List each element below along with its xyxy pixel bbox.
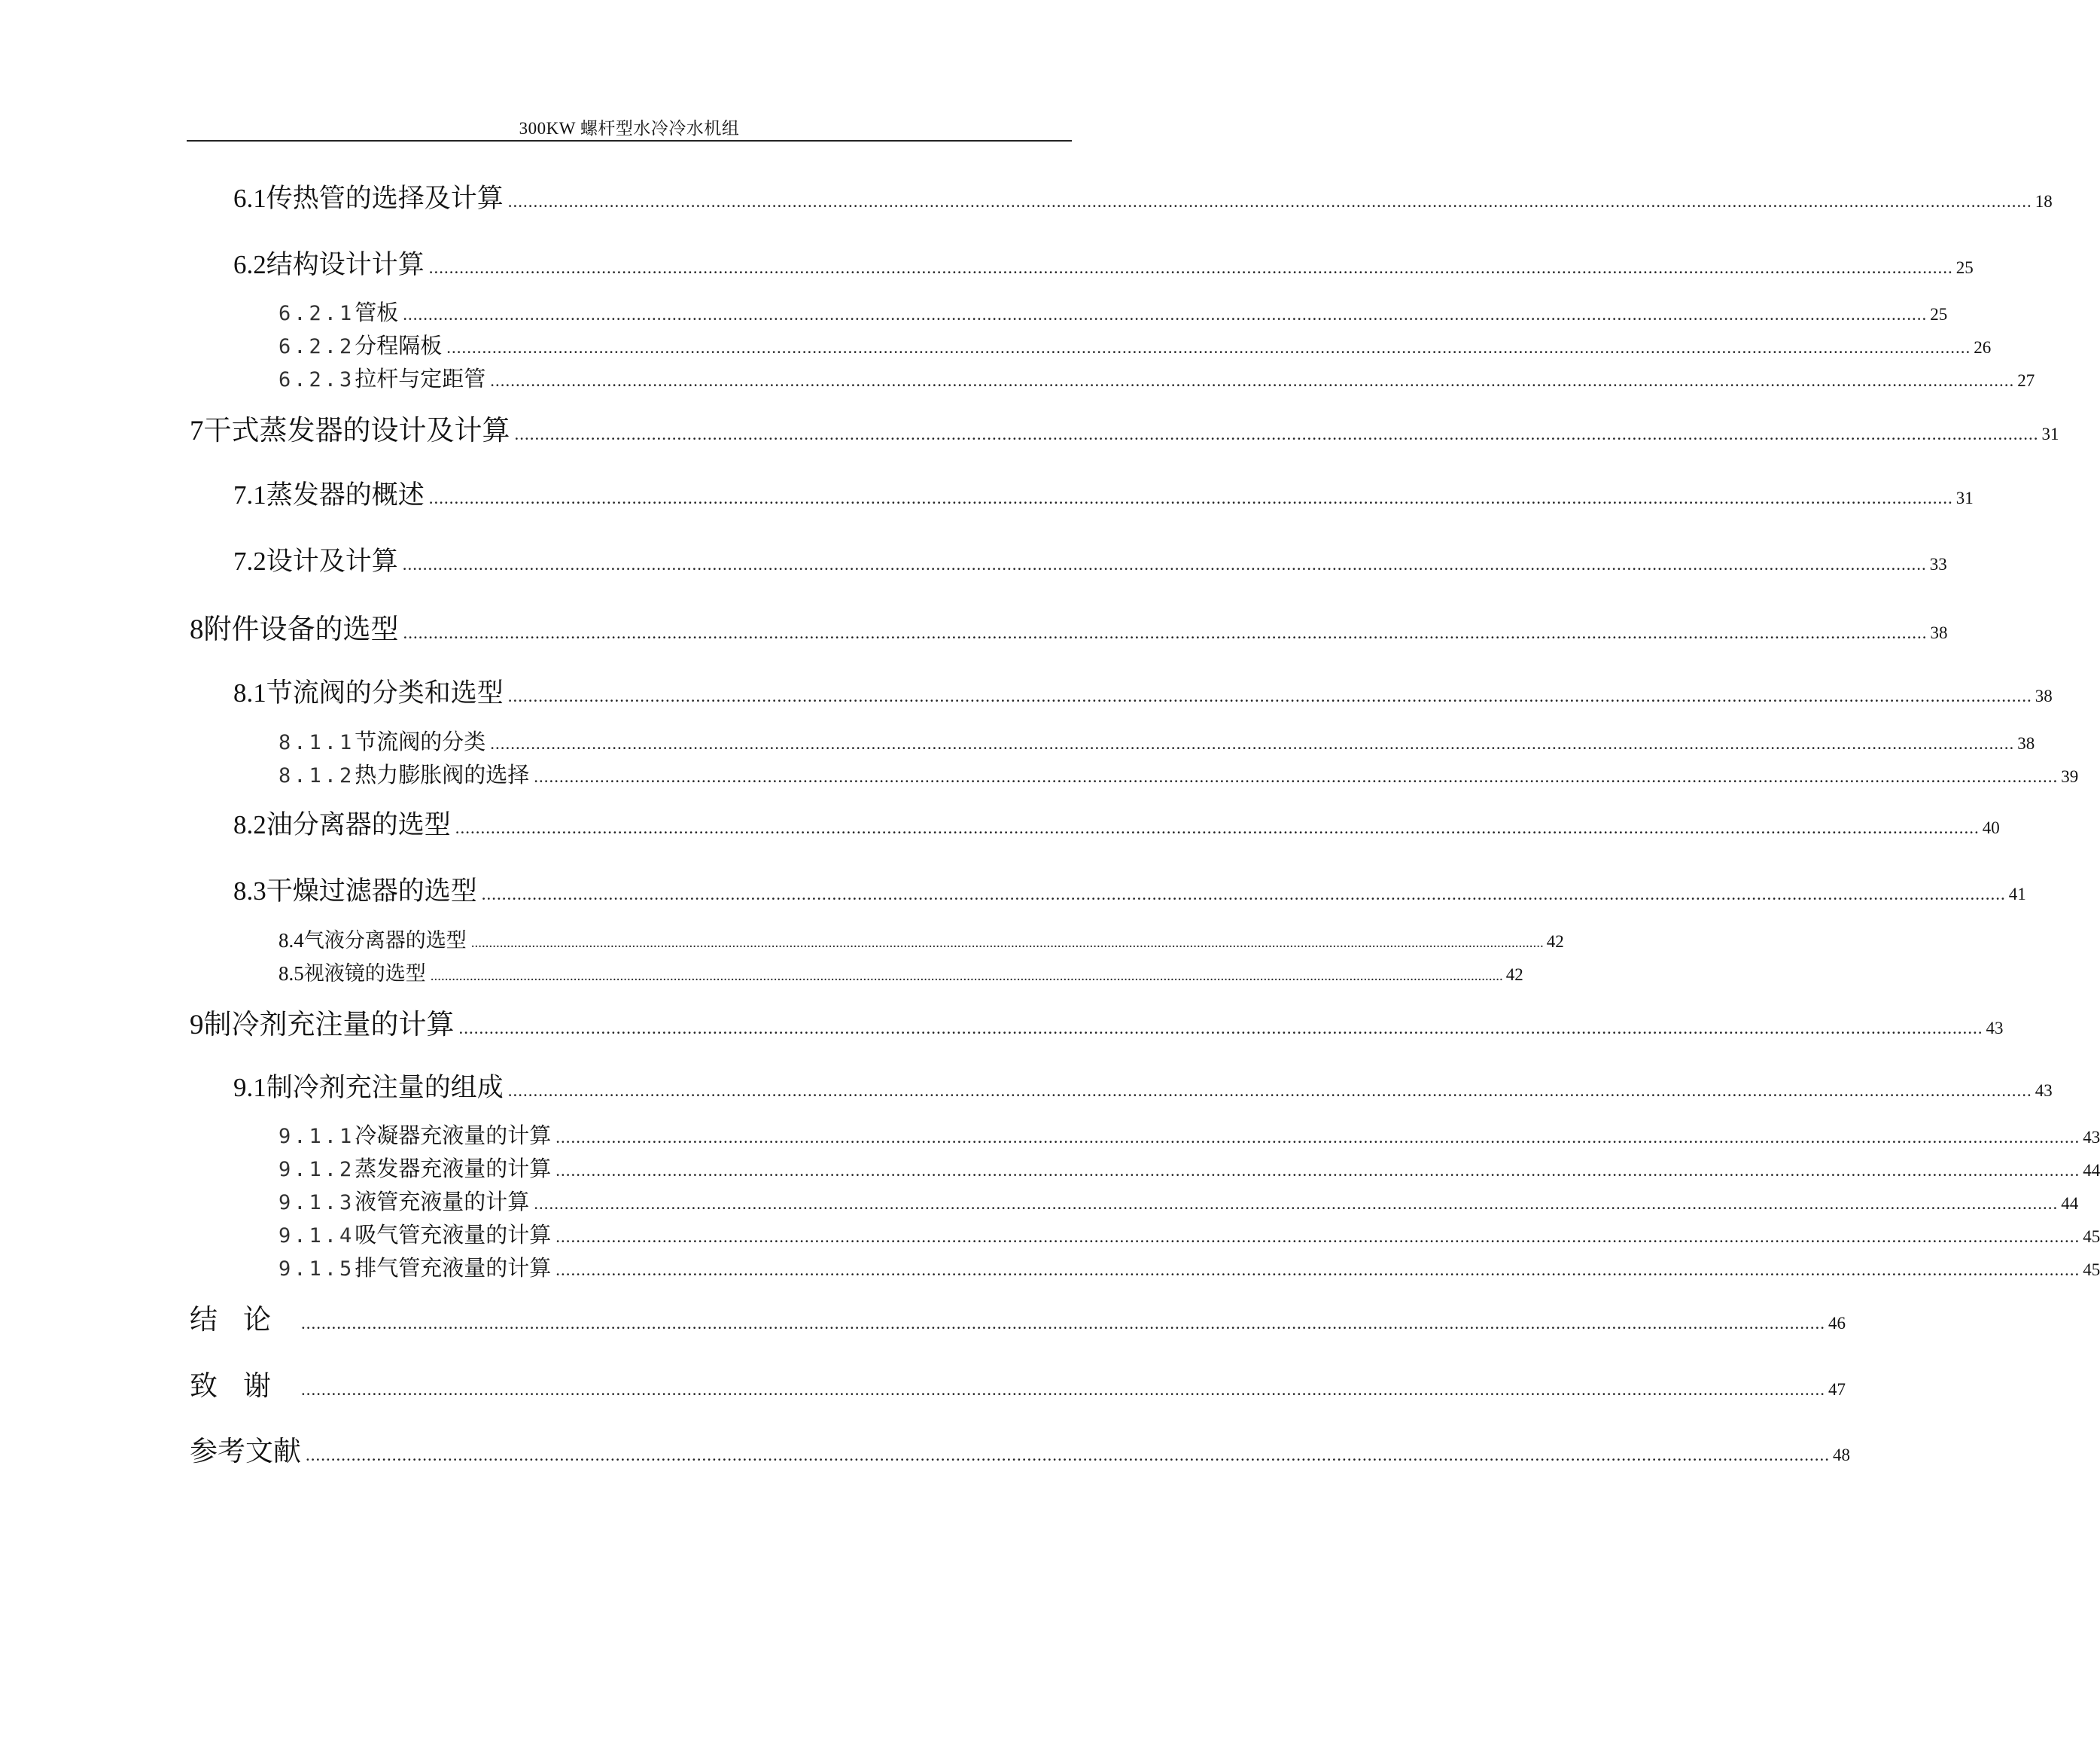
toc-number: 6.1 — [233, 184, 266, 213]
toc-page: 42 — [1505, 965, 1523, 984]
toc-leader: ............................................................................................................................................................................................................................................................................................................ — [507, 1081, 2032, 1100]
toc-page: 38 — [2035, 687, 2053, 705]
toc-title: 拉杆与定距管 — [355, 366, 486, 392]
toc-number: 7.1 — [233, 480, 266, 510]
toc-title: 附件设备的选型 — [203, 613, 399, 645]
toc-number: 8.5 — [278, 962, 304, 985]
toc-number: 6.2.1 — [278, 302, 355, 325]
toc-leader: ............................................................................................................................................................................................................................................................................................................ — [534, 767, 2059, 786]
toc-entry-8-2[interactable] — [233, 804, 2000, 842]
toc-page: 38 — [2017, 734, 2035, 753]
toc-page: 44 — [2061, 1194, 2079, 1213]
toc-leader: ............................................................................................................................................................................................................................................................................................................ — [555, 1128, 2080, 1147]
toc-title: 热力膨胀阀的选择 — [355, 762, 530, 788]
toc-title: 传热管的选择及计算 — [266, 184, 504, 214]
toc-number: 7 — [190, 416, 204, 446]
toc-leader: ............................................................................................................................................................................................................................................................................................................ — [301, 1314, 1825, 1333]
toc-page: 43 — [2083, 1128, 2100, 1147]
toc-leader: ............................................................................................................................................................................................................................................................................................................ — [430, 968, 1503, 984]
toc-number: 9.1.4 — [278, 1224, 355, 1248]
toc-entry-9-1-3[interactable] — [278, 1185, 2079, 1216]
toc-page: 43 — [1986, 1019, 2004, 1037]
toc-page: 44 — [2083, 1161, 2100, 1180]
toc-page: 26 — [1974, 338, 1992, 357]
toc-number: 6.2.2 — [278, 335, 355, 358]
toc-page: 31 — [2041, 425, 2059, 443]
toc-entry-7[interactable] — [190, 407, 2059, 448]
toc-number: 7.2 — [233, 547, 266, 576]
toc-title: 制冷剂充注量的组成 — [266, 1073, 504, 1103]
toc-page: 43 — [2035, 1081, 2053, 1100]
toc-leader: ............................................................................................................................................................................................................................................................................................................ — [403, 623, 1928, 642]
toc-page: 41 — [2008, 885, 2026, 903]
toc-leader: ............................................................................................................................................................................................................................................................................................................ — [555, 1161, 2080, 1180]
toc-entry-conclusion[interactable] — [190, 1296, 1846, 1337]
toc-entry-acknowledgement[interactable] — [190, 1363, 1846, 1403]
toc-leader: ............................................................................................................................................................................................................................................................................................................ — [507, 192, 2032, 211]
toc-title: 冷凝器充液量的计算 — [355, 1123, 552, 1148]
toc-page: 46 — [1828, 1314, 1846, 1333]
toc-page: 45 — [2083, 1260, 2100, 1279]
toc-title: 致谢 — [190, 1369, 297, 1402]
toc-number: 8.2 — [233, 810, 266, 839]
toc-leader: ............................................................................................................................................................................................................................................................................................................ — [458, 1019, 1983, 1037]
toc-title: 节流阀的分类和选型 — [266, 678, 504, 708]
toc-title: 分程隔板 — [355, 333, 443, 358]
toc-entry-9-1-1[interactable] — [278, 1119, 2100, 1150]
toc-page: 25 — [1930, 305, 1948, 324]
toc-leader: ............................................................................................................................................................................................................................................................................................................ — [481, 885, 2006, 903]
toc-number: 9.1.2 — [278, 1158, 355, 1181]
toc-entry-6-2[interactable] — [233, 244, 1974, 282]
toc-number: 8.1.2 — [278, 764, 355, 788]
toc-entry-7-1[interactable] — [233, 474, 1974, 512]
toc-title: 参考文献 — [190, 1435, 301, 1467]
toc-leader: ............................................................................................................................................................................................................................................................................................................ — [301, 1380, 1825, 1399]
toc-leader: ............................................................................................................................................................................................................................................................................................................ — [514, 425, 2039, 443]
toc-number: 9.1.1 — [278, 1125, 355, 1148]
toc-entry-6-2-3[interactable] — [278, 362, 2035, 393]
toc-entry-8[interactable] — [190, 606, 1948, 647]
toc-leader: ............................................................................................................................................................................................................................................................................................................ — [403, 305, 1928, 324]
toc-title: 蒸发器的概述 — [266, 480, 425, 510]
toc-leader: ............................................................................................................................................................................................................................................................................................................ — [306, 1446, 1830, 1464]
toc-page: 31 — [1955, 489, 1974, 507]
toc-title: 干燥过滤器的选型 — [266, 876, 477, 906]
toc-title: 结构设计计算 — [266, 250, 425, 280]
toc-page: 39 — [2061, 767, 2079, 786]
toc-title: 吸气管充液量的计算 — [355, 1222, 552, 1248]
toc-leader: ............................................................................................................................................................................................................................................................................................................ — [428, 489, 1953, 507]
toc-number: 8 — [190, 614, 204, 645]
toc-title: 排气管充液量的计算 — [355, 1255, 552, 1281]
toc-leader: ............................................................................................................................................................................................................................................................................................................ — [402, 555, 1927, 574]
toc-leader: ............................................................................................................................................................................................................................................................................................................ — [455, 818, 1980, 837]
toc-title: 油分离器的选型 — [266, 810, 451, 840]
toc-entry-8-1-2[interactable] — [278, 758, 2079, 789]
toc-number: 9.1.3 — [278, 1191, 355, 1214]
toc-entry-6-2-2[interactable] — [278, 329, 1992, 360]
toc-page: 47 — [1828, 1380, 1846, 1399]
toc-number: 9.1.5 — [278, 1257, 355, 1281]
toc-leader: ............................................................................................................................................................................................................................................................................................................ — [555, 1227, 2080, 1246]
toc-title: 节流阀的分类 — [355, 729, 486, 754]
toc-number: 9.1 — [233, 1073, 266, 1102]
toc-leader: ............................................................................................................................................................................................................................................................................................................ — [446, 338, 1971, 357]
toc-page: 48 — [1833, 1446, 1850, 1464]
toc-title: 视液镜的选型 — [303, 962, 426, 986]
toc-leader: ............................................................................................................................................................................................................................................................................................................ — [507, 687, 2032, 705]
toc-number: 6.2.3 — [278, 368, 355, 392]
toc-entry-6-2-1[interactable] — [278, 296, 1948, 327]
toc-number: 6.2 — [233, 250, 266, 279]
toc-page: 18 — [2035, 192, 2053, 211]
toc-title: 干式蒸发器的设计及计算 — [203, 414, 510, 446]
toc-page: 42 — [1546, 932, 1564, 951]
toc-number: 8.4 — [278, 929, 304, 952]
toc-title: 管板 — [355, 300, 399, 325]
toc-number: 8.3 — [233, 876, 266, 906]
toc-number: 8.1.1 — [278, 731, 355, 754]
toc-leader: ............................................................................................................................................................................................................................................................................................................ — [555, 1260, 2080, 1279]
toc-entry-references[interactable] — [190, 1428, 1850, 1469]
toc-number: 9 — [190, 1010, 204, 1040]
toc-entry-6-1[interactable] — [233, 178, 2053, 215]
toc-title: 气液分离器的选型 — [303, 929, 467, 952]
toc-title: 结论 — [190, 1303, 297, 1336]
toc-page: 25 — [1955, 258, 1974, 277]
toc-entry-9-1[interactable] — [233, 1067, 2053, 1104]
toc-leader: ............................................................................................................................................................................................................................................................................................................ — [490, 734, 2015, 753]
toc-page: 45 — [2083, 1227, 2100, 1246]
toc-entry-9[interactable] — [190, 1001, 2004, 1042]
toc-number: 8.1 — [233, 678, 266, 708]
toc-title: 制冷剂充注量的计算 — [203, 1008, 455, 1040]
toc-title: 液管充液量的计算 — [355, 1189, 530, 1214]
toc-entry-8-1[interactable] — [233, 672, 2053, 710]
toc-entry-8-1-1[interactable] — [278, 725, 2035, 756]
toc-page: 40 — [1982, 818, 2000, 837]
toc-title: 设计及计算 — [266, 547, 398, 577]
toc-title: 蒸发器充液量的计算 — [355, 1156, 552, 1181]
toc-entry-7-2[interactable] — [233, 541, 1947, 578]
toc-entry-9-1-4[interactable] — [278, 1218, 2100, 1249]
toc-entry-9-1-5[interactable] — [278, 1251, 2100, 1282]
toc-leader: ............................................................................................................................................................................................................................................................................................................ — [534, 1194, 2059, 1213]
toc-leader: ............................................................................................................................................................................................................................................................................................................ — [428, 258, 1953, 277]
toc-page: 27 — [2017, 371, 2035, 390]
toc-entry-8-4[interactable] — [278, 924, 1564, 953]
toc-page: 33 — [1929, 555, 1947, 574]
toc-entry-9-1-2[interactable] — [278, 1152, 2100, 1183]
toc-leader: ............................................................................................................................................................................................................................................................................................................ — [490, 371, 2015, 390]
toc-leader: ............................................................................................................................................................................................................................................................................................................ — [470, 935, 1544, 951]
toc-page: 38 — [1930, 623, 1948, 642]
toc-entry-8-5[interactable] — [278, 957, 1523, 986]
header-title: 300KW 螺杆型水冷冷水机组 — [519, 119, 740, 138]
page-header — [187, 110, 1072, 142]
toc-entry-8-3[interactable] — [233, 870, 2026, 908]
